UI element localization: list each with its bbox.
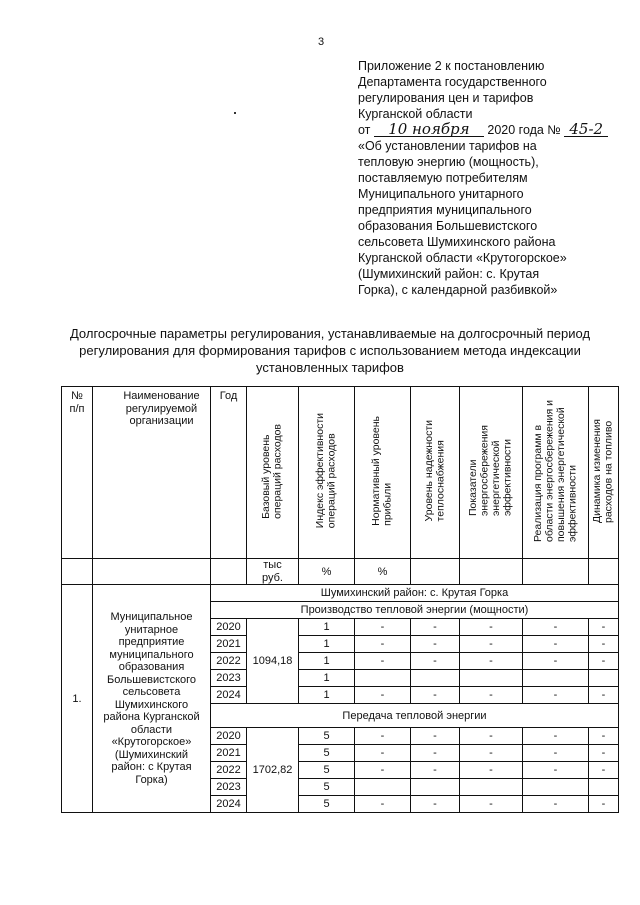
reliability-cell: -	[411, 687, 460, 704]
appendix-title-line: Горка), с календарной разбивкой»	[358, 283, 558, 297]
energy-cell: -	[460, 745, 523, 762]
programs-cell: -	[523, 745, 589, 762]
handwritten-date: 10 ноября	[374, 123, 484, 137]
energy-cell: -	[460, 796, 523, 813]
district-row	[62, 585, 619, 602]
header-reliability	[411, 387, 460, 559]
appendix-title-line: сельсовета Шумихинского района	[358, 235, 556, 249]
year-cell: 2020	[211, 619, 247, 636]
units-empty	[523, 559, 589, 585]
fuel-cell: -	[589, 636, 619, 653]
header-profit	[355, 387, 411, 559]
year-cell: 2023	[211, 779, 247, 796]
header-base-text: Базовый уровень операций расходов	[260, 423, 284, 519]
header-index	[299, 387, 355, 559]
index-cell: 5	[299, 762, 355, 779]
profit-cell: -	[355, 762, 411, 779]
energy-cell	[460, 779, 523, 796]
from-label: от	[358, 123, 371, 137]
index-cell: 1	[299, 619, 355, 636]
reliability-cell: -	[411, 636, 460, 653]
units-empty	[411, 559, 460, 585]
year-cell: 2023	[211, 670, 247, 687]
document-heading	[50, 325, 610, 376]
appendix-line: регулирования цен и тарифов	[358, 91, 534, 105]
energy-cell: -	[460, 687, 523, 704]
header-name-text: Наименование регулируемой организации	[123, 390, 200, 427]
index-cell: 1	[299, 636, 355, 653]
units-empty	[460, 559, 523, 585]
org-name-text: Муниципальное унитарное предприятие муниципального образования Большевистского сельсовета Шумихинского района Курганской области «Крутогорское» (Шумихинский район: с Крутая Горка)	[103, 611, 200, 786]
header-programs	[523, 387, 589, 559]
reliability-cell	[411, 779, 460, 796]
energy-cell: -	[460, 762, 523, 779]
year-cell: 2021	[211, 636, 247, 653]
profit-cell	[355, 779, 411, 796]
appendix-title-line: предприятия муниципального	[358, 203, 532, 217]
section-title: Производство тепловой энергии (мощности)	[211, 602, 619, 619]
profit-cell: -	[355, 687, 411, 704]
appendix-line: Департамента государственного	[358, 75, 547, 89]
fuel-cell: -	[589, 762, 619, 779]
header-index-text: Индекс эффективности операций расходов	[314, 413, 338, 529]
header-reliability-text: Уровень надежности теплоснабжения	[422, 420, 446, 522]
appendix-date-line	[358, 122, 608, 138]
index-cell: 5	[299, 779, 355, 796]
units-index: %	[299, 559, 355, 585]
index-cell: 5	[299, 728, 355, 745]
energy-cell: -	[460, 653, 523, 670]
header-fuel	[589, 387, 619, 559]
header-profit-text: Нормативный уровень прибыли	[370, 416, 394, 526]
year-cell: 2024	[211, 687, 247, 704]
header-year	[211, 387, 247, 559]
header-row	[62, 387, 619, 559]
appendix-block	[358, 58, 608, 298]
year-cell: 2021	[211, 745, 247, 762]
fuel-cell: -	[589, 653, 619, 670]
heading-line: регулирования для формирования тарифов с использованием метода индексации	[79, 343, 581, 358]
appendix-title-line: тепловую энергию (мощность),	[358, 155, 539, 169]
appendix-title-line: Курганской области «Крутогорское»	[358, 251, 567, 265]
reliability-cell: -	[411, 796, 460, 813]
base-value-cell: 1094,18	[247, 619, 299, 704]
index-cell: 1	[299, 653, 355, 670]
header-energy-text: Показатели энергосбережения энергетической эффективности	[467, 425, 514, 517]
profit-cell: -	[355, 636, 411, 653]
base-value-cell: 1702,82	[247, 728, 299, 813]
header-programs-text: Реализация программ в области энергосбережения и повышения энергетической эффективности	[531, 399, 578, 542]
reliability-cell: -	[411, 653, 460, 670]
units-base-text: тыс руб.	[262, 559, 283, 584]
units-profit: %	[355, 559, 411, 585]
fuel-cell: -	[589, 796, 619, 813]
programs-cell	[523, 670, 589, 687]
year-cell: 2024	[211, 796, 247, 813]
programs-cell	[523, 779, 589, 796]
programs-cell: -	[523, 728, 589, 745]
section-title: Передача тепловой энергии	[211, 704, 619, 728]
profit-cell	[355, 670, 411, 687]
reliability-cell: -	[411, 745, 460, 762]
header-num-text: № п/п	[69, 390, 85, 415]
energy-cell	[460, 670, 523, 687]
header-energy	[460, 387, 523, 559]
programs-cell: -	[523, 796, 589, 813]
index-cell: 5	[299, 796, 355, 813]
header-num	[62, 387, 93, 559]
year-cell: 2020	[211, 728, 247, 745]
header-fuel-text: Динамика изменения расходов на топливо	[591, 418, 615, 523]
units-row	[62, 559, 619, 585]
fuel-cell: -	[589, 687, 619, 704]
units-empty	[211, 559, 247, 585]
energy-cell: -	[460, 728, 523, 745]
row-number: 1.	[62, 585, 93, 813]
fuel-cell: -	[589, 619, 619, 636]
programs-cell: -	[523, 762, 589, 779]
energy-cell: -	[460, 619, 523, 636]
year-cell: 2022	[211, 762, 247, 779]
page-number: 3	[318, 36, 325, 48]
scan-speck	[234, 112, 236, 114]
reliability-cell: -	[411, 619, 460, 636]
profit-cell: -	[355, 728, 411, 745]
header-base	[247, 387, 299, 559]
energy-cell: -	[460, 636, 523, 653]
index-cell: 5	[299, 745, 355, 762]
fuel-cell: -	[589, 745, 619, 762]
heading-line: Долгосрочные параметры регулирования, устанавливаемые на долгосрочный период	[69, 326, 591, 341]
handwritten-number: 45-2	[564, 123, 608, 137]
parameters-table	[61, 386, 619, 813]
programs-cell: -	[523, 636, 589, 653]
index-cell: 1	[299, 687, 355, 704]
reliability-cell	[411, 670, 460, 687]
appendix-title-line: Муниципального унитарного	[358, 187, 524, 201]
year-label: 2020 года №	[487, 123, 561, 137]
appendix-line: Приложение 2 к постановлению	[358, 59, 545, 73]
reliability-cell: -	[411, 762, 460, 779]
appendix-title-line: образования Большевистского	[358, 219, 538, 233]
programs-cell: -	[523, 619, 589, 636]
profit-cell: -	[355, 796, 411, 813]
reliability-cell: -	[411, 728, 460, 745]
appendix-title-line: поставляемую потребителям	[358, 171, 528, 185]
header-year-text: Год	[219, 390, 238, 402]
appendix-title-line: «Об установлении тарифов на	[358, 139, 537, 153]
profit-cell: -	[355, 653, 411, 670]
programs-cell: -	[523, 687, 589, 704]
appendix-title-line: (Шумихинский район: с. Крутая	[358, 267, 540, 281]
programs-cell: -	[523, 653, 589, 670]
fuel-cell: -	[589, 728, 619, 745]
fuel-cell	[589, 779, 619, 796]
heading-line: установленных тарифов	[256, 360, 404, 375]
index-cell: 1	[299, 670, 355, 687]
profit-cell: -	[355, 619, 411, 636]
profit-cell: -	[355, 745, 411, 762]
units-empty	[93, 559, 211, 585]
appendix-line: Курганской области	[358, 107, 473, 121]
year-cell: 2022	[211, 653, 247, 670]
district-label: Шумихинский район: с. Крутая Горка	[211, 585, 619, 602]
units-base	[247, 559, 299, 585]
org-name	[93, 585, 211, 813]
fuel-cell	[589, 670, 619, 687]
units-empty	[589, 559, 619, 585]
header-name	[93, 387, 211, 559]
units-empty	[62, 559, 93, 585]
